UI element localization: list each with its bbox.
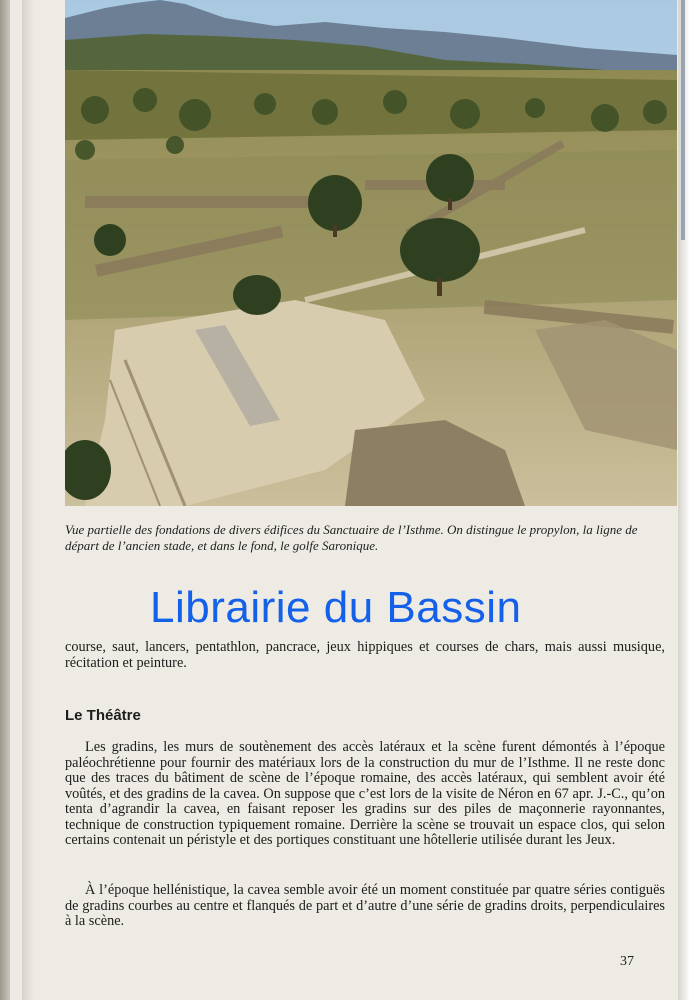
section-heading: Le Théâtre — [65, 707, 141, 724]
page-number: 37 — [620, 954, 634, 969]
body-paragraph-1-text: Les gradins, les murs de soutènement des accès latéraux et la scène furent démontés à l’époque paléochrétienne pour fournir des matériaux lors de la construction du mur de l’Isthme. Il ne reste donc que des traces du bâtiment de scène de l’époque romaine, des accès latéraux, qui semblent avoir été voûtés, et des gradins de la cavea. On suppose que c’est lors de la visite de Néron en 67 apr. J.-C., qu’on tenta d’agrandir la cavea, en faisant reposer les gradins sur des piles de maçonnerie rayonnantes, technique de construction typiquement romaine. Derrière la scène se trouvait un espace clos, qui selon certains contenait un péristyle et des portiques constituant une hôtellerie utilisée durant les Jeux. — [65, 739, 665, 848]
page-fold-shadow — [22, 0, 34, 1000]
body-paragraph-2 — [65, 883, 665, 930]
watermark-text: Librairie du Bassin — [150, 583, 522, 632]
intro-paragraph: course, saut, lancers, pentathlon, pancrace, jeux hippiques et courses de chars, mais aussi musique, récitation et peinture. — [65, 639, 665, 671]
body-paragraph-1 — [65, 740, 665, 849]
body-paragraph-2-text: À l’époque hellénistique, la cavea semble avoir été un moment constituée par quatre séries contiguës de gradins courbes au centre et flanqués de part et d’autre d’une série de gradins droits, perpendiculaires à la scène. — [65, 882, 665, 929]
next-page-edge — [681, 0, 685, 240]
photo-caption: Vue partielle des fondations de divers édifices du Sanctuaire de l’Isthme. On distingue le propylon, la ligne de départ de l’ancien stade, et dans le fond, le golfe Saronique. — [65, 522, 638, 553]
landscape-illustration — [65, 0, 677, 506]
sanctuary-photo — [65, 0, 677, 506]
